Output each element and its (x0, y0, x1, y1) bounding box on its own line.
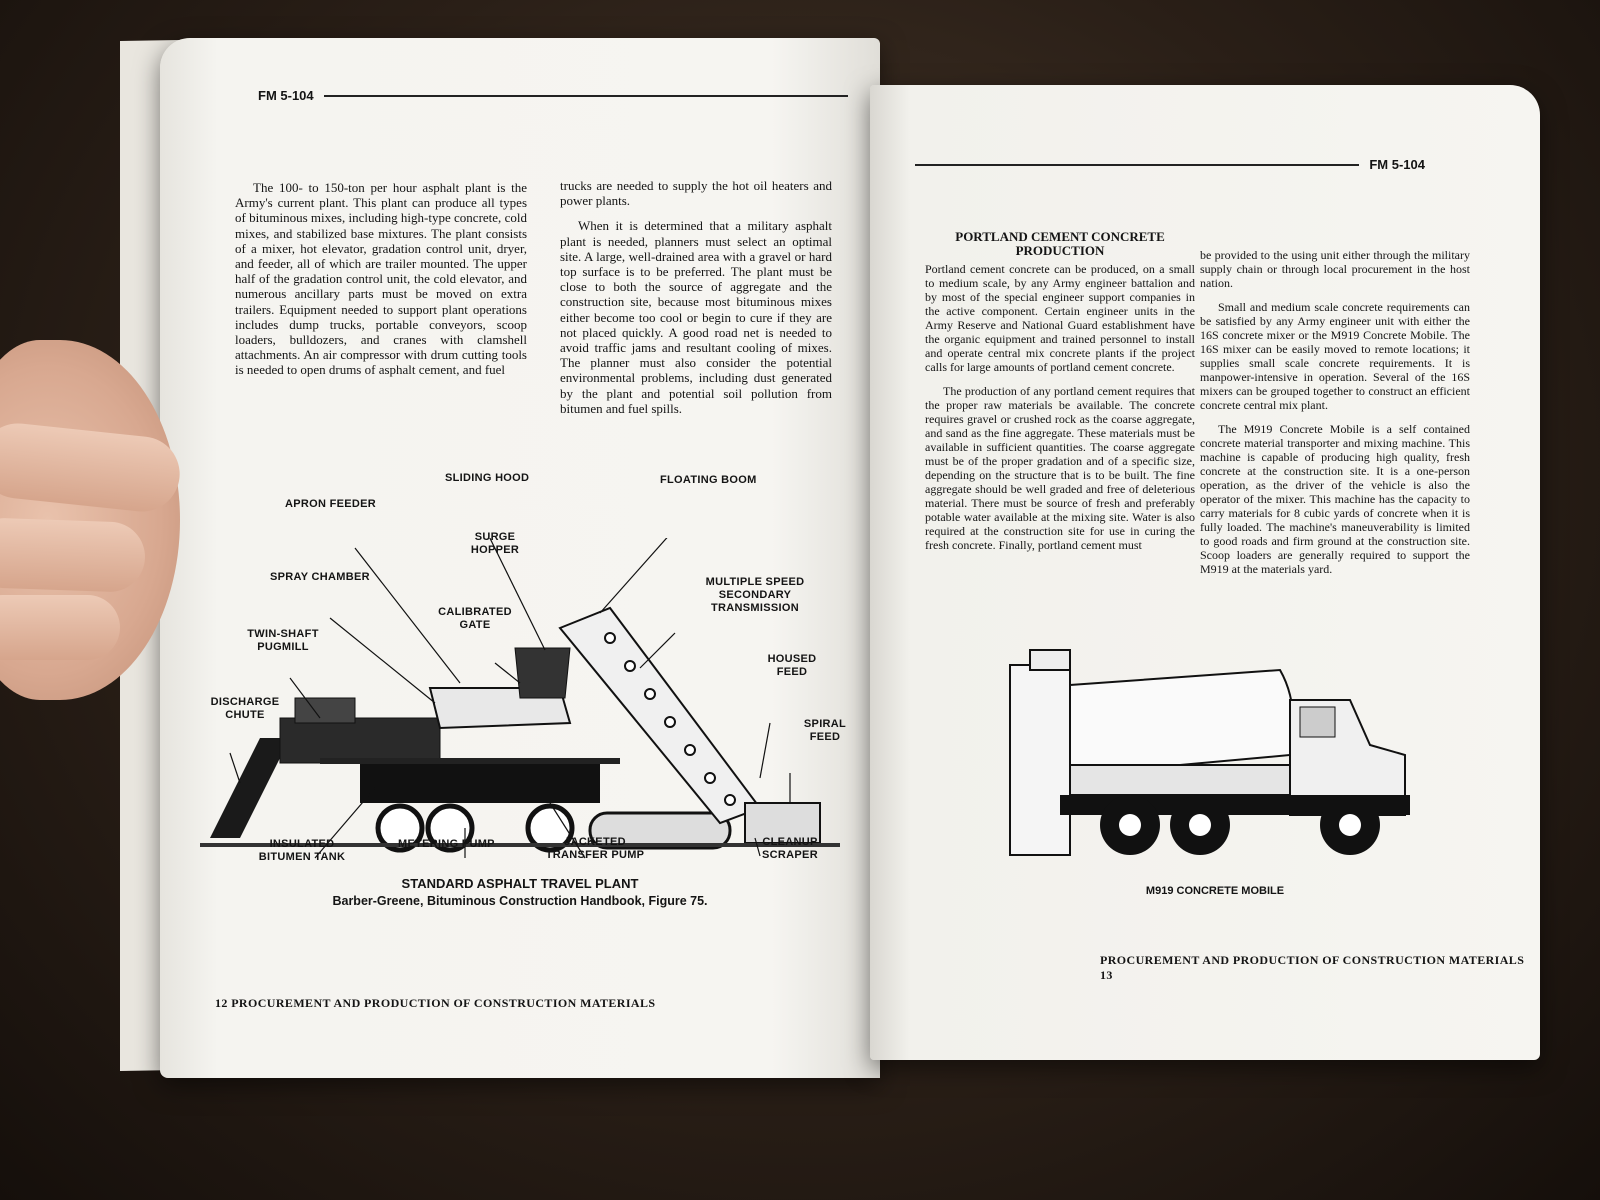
truck-caption: M919 CONCRETE MOBILE (1145, 885, 1285, 897)
label-insulated-bitumen-tank: INSULATED BITUMEN TANK (258, 838, 346, 863)
label-sliding-hood: SLIDING HOOD (445, 472, 530, 484)
m919-truck-illustration (1000, 645, 1420, 875)
label-calibrated-gate: CALIBRATED GATE (438, 606, 512, 631)
label-floating-boom: FLOATING BOOM (660, 474, 757, 486)
right-column-a (925, 230, 1195, 562)
pugmill-shape (280, 718, 440, 763)
label-surge-hopper: SURGE HOPPER (470, 531, 520, 556)
mixer-bin-shape (1010, 665, 1070, 855)
left-page (160, 38, 880, 1078)
left-column-1 (235, 180, 527, 388)
section-title: PORTLAND CEMENT CONCRETE PRODUCTION (955, 229, 1165, 258)
left-col1-paragraph: The 100- to 150-ton per hour asphalt plant is the Army's current plant. This plant can produce all types of bituminous mixes, including high-type concrete, cold mixes, and stabilized base mixtures. The plant consists of a mixer, hot elevator, gradation control unit, dryer, and feeder, all of which are trailer mounted. The upper half of the gradation control unit, the cold elevator, and numerous ancillary parts must be moved on extra trailers. Equipment needed to support plant operations includes dump trucks, portable conveyors, scoop loaders, bulldozers, and cranes with clamshell attachments. An air compressor with drum cutting tools is needed to open drums of asphalt cement, and fuel (235, 180, 527, 378)
right-colA-paragraph-2: The production of any portland cement requires that the proper raw materials be available. The concrete requires gravel or crushed rock as the coarse aggregate, and sand as the fine aggregate. These materials must be available in sufficient quantities. The coarse aggregate must be of the proper gradation and of a specific size, depending on the structure that is to be built. The fine aggregate should be well graded and free of deleterious material. There must be source of fresh and preferably potable water available at the mixing site. Water is also required at the construction site for use in curing the fresh concrete. Finally, portland cement must (925, 384, 1195, 552)
finger-2 (0, 517, 146, 593)
right-colA-paragraph-1: Portland cement concrete can be produced, on a small to medium scale, by any Army engineer battalion and by most of the special engineer support companies in the active component. Certain engineer units in the Army Reserve and National Guard establishment have the organic equipment and trained personnel to install and operate central mix concrete plants if the project calls for large amounts of portland cement concrete. (925, 262, 1195, 374)
left-header (258, 88, 848, 103)
left-column-2 (560, 178, 832, 426)
label-discharge-chute: DISCHARGE CHUTE (210, 696, 280, 721)
right-colB-paragraph-2: Small and medium scale concrete requirements can be satisfied by any Army engineer unit with either the 16S concrete mixer or the M919 Concrete Mobile. The 16S mixer can be easily moved to remote locations; it supplies small scale concrete requirements. It is manpower-intensive in operation. Several of the 16S mixers can be grouped together to construct an efficient concrete central mix plant. (1200, 300, 1470, 412)
right-header (915, 157, 1425, 172)
right-header-label: FM 5-104 (1369, 157, 1425, 172)
label-twin-shaft-pugmill: TWIN-SHAFT PUGMILL (247, 628, 319, 653)
surge-hopper-shape (515, 648, 570, 698)
label-housed-feed: HOUSED FEED (767, 653, 817, 678)
right-page (870, 85, 1540, 1060)
left-page-footer: 12 PROCUREMENT AND PRODUCTION OF CONSTRUCTION MATERIALS (215, 996, 656, 1010)
left-header-rule (324, 95, 848, 97)
label-cleanup-scraper: CLEANUP SCRAPER (762, 836, 818, 861)
label-spiral-feed: SPIRAL FEED (803, 718, 847, 743)
right-colB-paragraph-1: be provided to the using unit either through the military supply chain or through local procurement in the host nation. (1200, 248, 1470, 290)
bitumen-tank-shape (360, 763, 600, 803)
cement-drum-shape (1070, 670, 1293, 775)
left-header-label: FM 5-104 (258, 88, 314, 103)
left-col2-paragraph-2: When it is determined that a military asphalt plant is needed, planners must select an optimal site. A large, well-drained area with a gravel or hard top surface is to be preferred. The plant must be close to both the source of aggregate and the construction site, because most bituminous mixes either become too cool or begin to cure if they are not placed quickly. A good road net is needed to avoid traffic jams and resultant cooling of mixes. The planner must also consider the potential environmental problems, including dust generated by the plant and potential soil pollution from bitumen and fuel spills. (560, 218, 832, 416)
right-page-footer: PROCUREMENT AND PRODUCTION OF CONSTRUCTION MATERIALS 13 (1100, 953, 1525, 982)
label-metering-pump: METERING PUMP (398, 838, 495, 850)
label-apron-feeder: APRON FEEDER (285, 498, 376, 510)
left-col2-paragraph-1: trucks are needed to supply the hot oil heaters and power plants. (560, 178, 832, 209)
plant-caption-source: Barber-Greene, Bituminous Construction Handbook, Figure 75. (332, 894, 708, 908)
label-multiple-speed-transmission: MULTIPLE SPEED SECONDARY TRANSMISSION (705, 576, 805, 614)
right-header-rule (915, 164, 1359, 166)
plant-caption-title: STANDARD ASPHALT TRAVEL PLANT (401, 876, 639, 891)
label-jacketed-transfer-pump: JACKETED TRANSFER PUMP (545, 836, 645, 861)
right-column-b (1200, 248, 1470, 586)
label-spray-chamber: SPRAY CHAMBER (270, 571, 370, 583)
right-colB-paragraph-3: The M919 Concrete Mobile is a self contained concrete material transporter and mixing machine. This machine is capable of producing high quality, fresh concrete at the construction site. It is a one-person operation, as the driver of the vehicle is also the operator of the mixer. This machine has the capacity to carry materials for 8 cubic yards of concrete when it is fully loaded. The machine's maneuverability is limited to good roads and firm ground at the construction site. Scoop loaders are generally required to support the M919 at the materials yard. (1200, 422, 1470, 576)
discharge-chute-shape (210, 738, 290, 838)
finger-3 (0, 595, 120, 660)
